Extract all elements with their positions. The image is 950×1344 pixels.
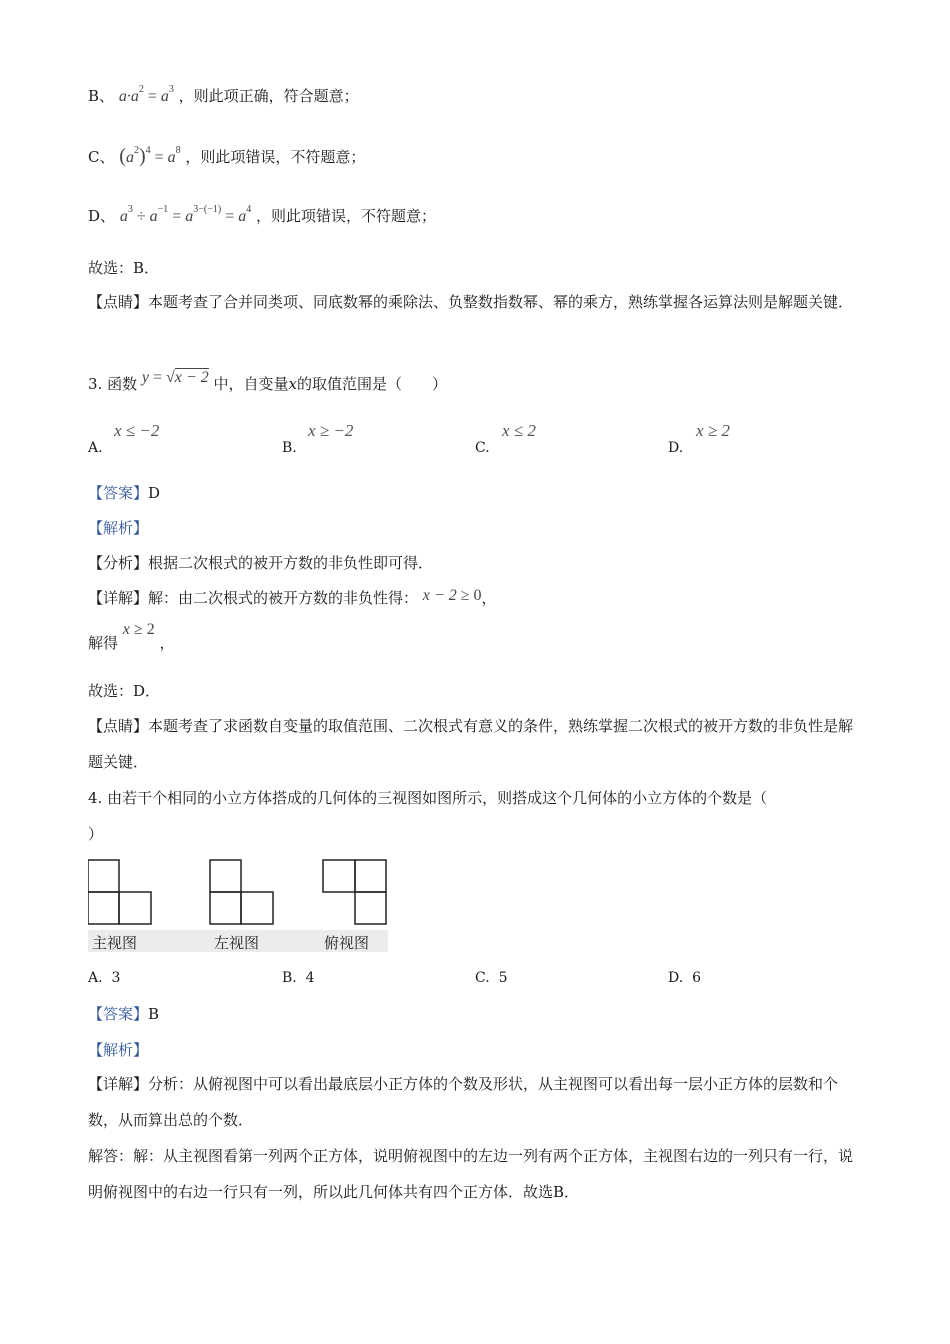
- front-view-cell: [88, 860, 119, 892]
- q3-stem-mid: 中，自变量: [213, 375, 289, 393]
- q4-stem-tail: ）: [88, 825, 104, 843]
- option-label: A.: [88, 970, 103, 986]
- q3-jiede-text: 解得: [88, 634, 119, 652]
- answer-tag: 【答案】: [88, 484, 149, 502]
- q3-option-b-label: B.: [282, 440, 297, 456]
- q3-choice: 故选：D．: [88, 682, 161, 700]
- q4-option-a: [88, 970, 120, 986]
- q3-option-d-expr: x ≥ 2: [696, 421, 730, 440]
- answer-value: B: [148, 1005, 160, 1023]
- top-view-cell: [323, 860, 355, 892]
- option-label: C、: [88, 148, 115, 166]
- option-conclusion: ，则此项错误，不符题意；: [185, 148, 366, 166]
- left-view-cell: [210, 860, 241, 892]
- q3-answer: [88, 483, 160, 503]
- option-value: 6: [692, 970, 702, 986]
- left-view-cell: [210, 892, 241, 924]
- q3-xiangjie: [88, 588, 497, 609]
- q3-option-a-expr: x ≤ −2: [114, 421, 160, 440]
- q3-variable: x: [288, 375, 297, 393]
- top-view-cell: [355, 892, 386, 924]
- option-label: D、: [88, 207, 116, 225]
- q3-xiangjie-text: 【详解】解：由二次根式的被开方数的非负性得：: [88, 589, 419, 607]
- option-c-explanation: [88, 146, 365, 170]
- q4-option-b: [282, 970, 315, 986]
- q3-option-c-label: C.: [475, 440, 490, 456]
- top-view-cell: [355, 860, 386, 892]
- q3-option-d-label: D.: [668, 440, 684, 456]
- q2-comment: 【点睛】本题考查了合并同类项、同底数幂的乘除法、负整数指数幂、幂的乘方，熟练掌握各运算法则是解题关键．: [88, 293, 854, 311]
- q4-analysis-tag: 【解析】: [88, 1041, 149, 1059]
- option-label: B、: [88, 87, 115, 105]
- left-view-cell: [241, 892, 273, 924]
- left-view-label: 左视图: [214, 934, 260, 952]
- option-b-explanation: [88, 86, 359, 109]
- q3-stem-prefix: 3. 函数: [88, 375, 138, 393]
- option-label: C.: [475, 970, 490, 986]
- option-conclusion: ，则此项正确，符合题意；: [178, 87, 359, 105]
- q3-result: x ≥ 2: [122, 621, 155, 638]
- q4-answer: [88, 1004, 159, 1024]
- option-conclusion: ，则此项错误，不符题意；: [256, 207, 437, 225]
- q3-analysis-tag: 【解析】: [88, 519, 149, 537]
- front-view-label: 主视图: [92, 934, 138, 952]
- q3-stem-suffix: 的取值范围是（ ）: [296, 375, 447, 393]
- q2-choice: 故选：B．: [88, 259, 160, 277]
- q3-stem: [88, 369, 447, 395]
- formula-d: $a^3 \div a^{-1} = a^{3-(-1)} = a^4$: [119, 204, 252, 225]
- q4-xiangjie: 【详解】分析：从俯视图中可以看出最底层小正方体的个数及形状，从主视图可以看出每一层小正方体的层数和个数，从而算出总的个数．: [88, 1075, 839, 1129]
- answer-value: D: [148, 484, 161, 502]
- q4-option-d: [668, 970, 701, 986]
- option-d-explanation: [88, 206, 436, 229]
- q4-jieda: 解答：解：从主视图看第一列两个正方体，说明俯视图中的左边一列有两个正方体，主视图右边的一列只有一行，说明俯视图中的右边一行只有一列，所以此几何体共有四个正方体．故选B．: [88, 1147, 854, 1201]
- option-value: 3: [111, 970, 121, 986]
- option-label: B.: [282, 970, 297, 986]
- q3-comment: 【点睛】本题考查了求函数自变量的取值范围、二次根式有意义的条件，熟练掌握二次根式的被开方数的非负性是解题关键．: [88, 717, 854, 771]
- q3-option-a-label: A.: [88, 440, 103, 456]
- formula-b: $a\cdot a^2 = a^3$: [118, 84, 174, 105]
- front-view-cell: [88, 892, 119, 924]
- option-value: 4: [305, 970, 315, 986]
- q3-jiede: [88, 621, 175, 654]
- top-view-label: 俯视图: [324, 934, 370, 952]
- answer-tag: 【答案】: [88, 1005, 149, 1023]
- formula-c: $(a^2)^4 = a^8$: [119, 145, 181, 167]
- option-label: D.: [668, 970, 684, 986]
- three-views-drawing: [88, 858, 388, 930]
- option-value: 5: [498, 970, 508, 986]
- front-view-cell: [119, 892, 151, 924]
- q3-function: y = √x − 2: [141, 369, 209, 386]
- q3-option-c-expr: x ≤ 2: [502, 421, 536, 440]
- three-views-figure: [88, 858, 388, 952]
- q3-jiede-end: ，: [159, 634, 175, 652]
- q3-fenxi: 【分析】根据二次根式的被开方数的非负性即可得．: [88, 554, 434, 572]
- q3-option-b-expr: x ≥ −2: [308, 421, 354, 440]
- q3-xiangjie-end: ，: [481, 589, 497, 607]
- q3-inequality: x − 2 ≥ 0: [422, 587, 482, 604]
- q4-stem: 4. 由若干个相同的小立方体搭成的几何体的三视图如图所示，则搭成这个几何体的小立方体的个数是（: [88, 789, 768, 807]
- q4-option-c: [475, 970, 508, 986]
